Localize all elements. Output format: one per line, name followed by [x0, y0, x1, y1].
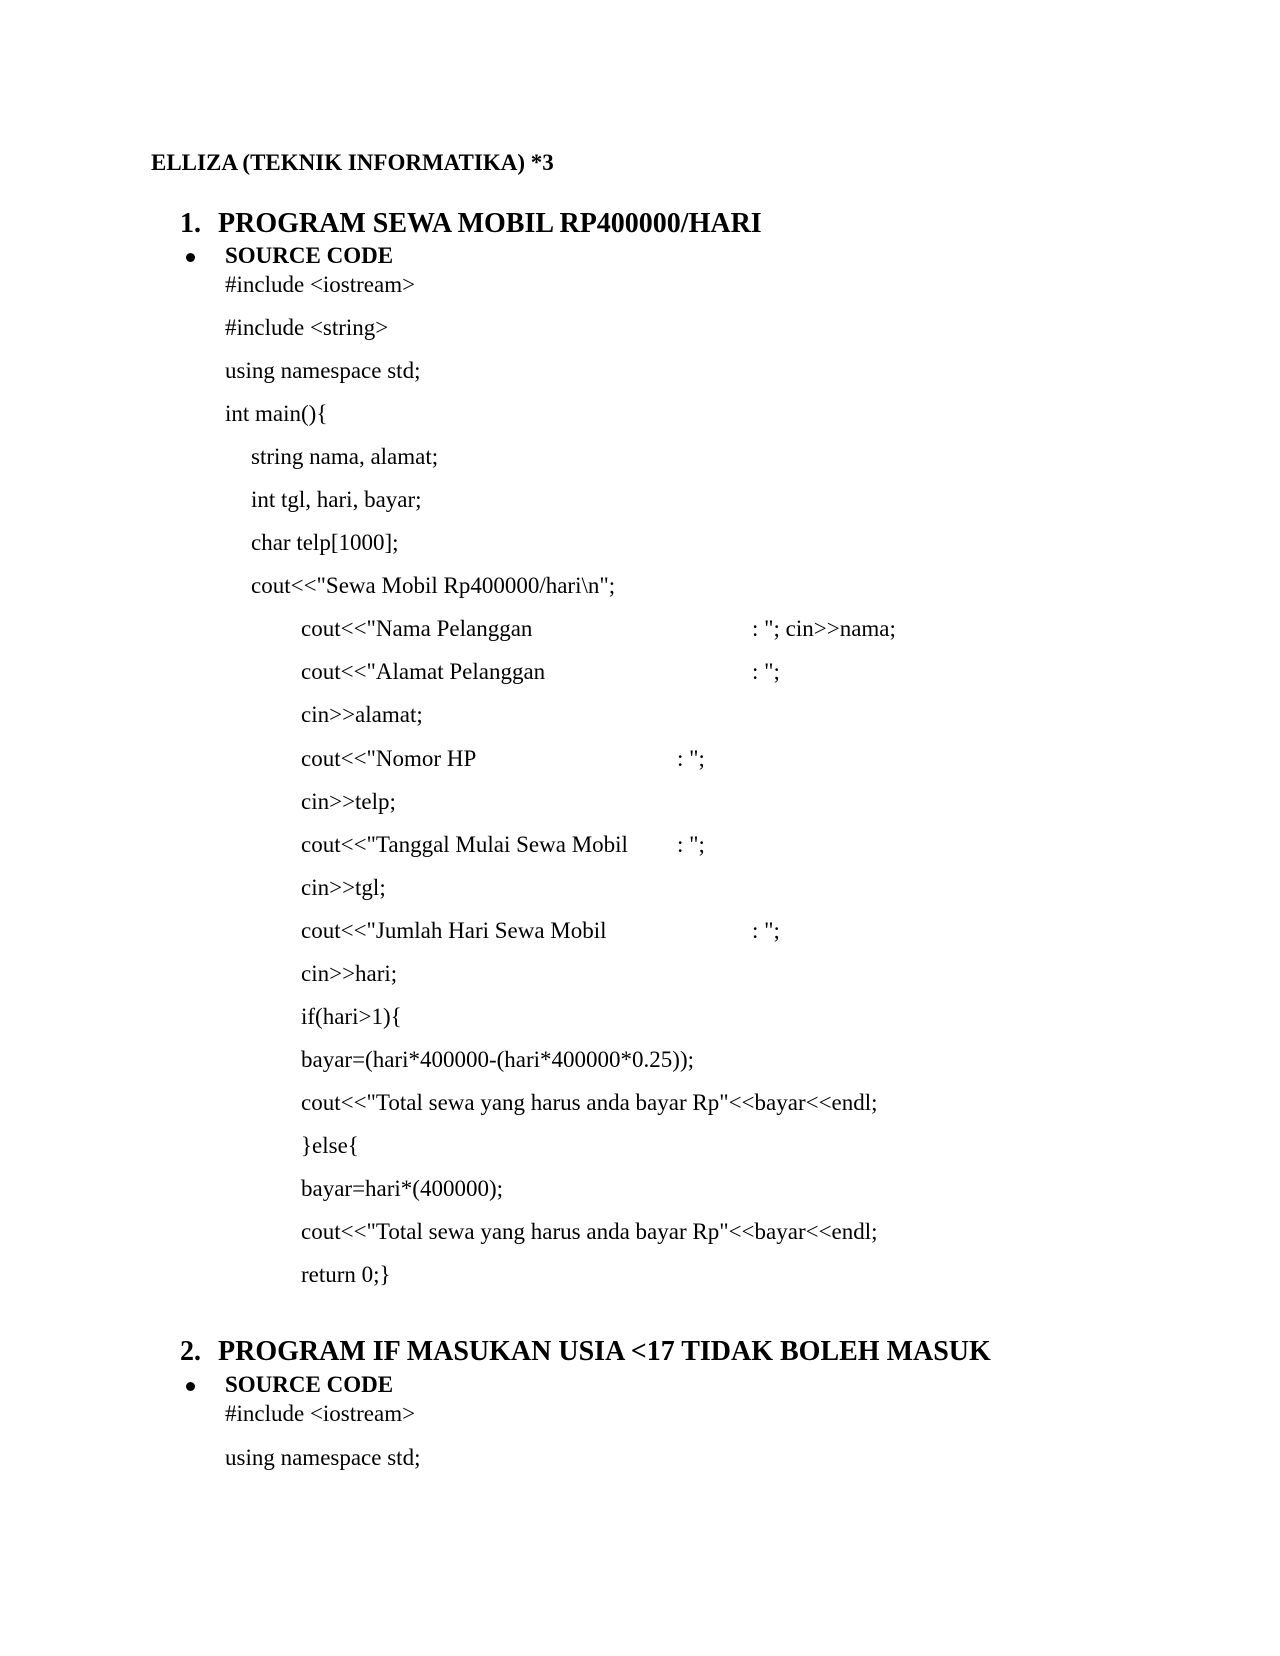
source-code-label: SOURCE CODE	[225, 243, 394, 268]
code-line-text: cout<<"Alamat Pelanggan	[301, 659, 546, 684]
code-line: bayar=hari*(400000);	[301, 1176, 504, 1201]
code-line: #include <string>	[225, 315, 389, 340]
code-line: cin>>tgl;	[301, 875, 386, 900]
code-line-tail: : ";	[752, 659, 780, 684]
code-line	[301, 614, 896, 644]
code-line-tail: : ";	[677, 832, 705, 857]
code-line-tail: : "; cin>>nama;	[752, 616, 896, 641]
code-line: cin>>hari;	[301, 961, 398, 986]
code-line: if(hari>1){	[301, 1004, 402, 1029]
code-line	[301, 744, 705, 774]
bullet-icon	[186, 1382, 195, 1391]
code-line: char telp[1000];	[251, 530, 399, 555]
section-title	[180, 1336, 991, 1368]
code-line: bayar=(hari*400000-(hari*400000*0.25));	[301, 1047, 694, 1072]
code-line-tail: : ";	[677, 746, 705, 771]
code-line: using namespace std;	[225, 1445, 421, 1470]
code-line: }else{	[301, 1133, 359, 1158]
section-title-text: PROGRAM IF MASUKAN USIA <17 TIDAK BOLEH MASUK	[218, 1336, 991, 1367]
section-title-text: PROGRAM SEWA MOBIL RP400000/HARI	[218, 208, 762, 239]
code-line: cout<<"Sewa Mobil Rp400000/hari\n";	[251, 573, 616, 598]
author-heading: ELLIZA (TEKNIK INFORMATIKA) *3	[151, 150, 554, 175]
code-line: string nama, alamat;	[251, 444, 439, 469]
code-line-text: cout<<"Jumlah Hari Sewa Mobil	[301, 918, 607, 943]
code-line	[301, 916, 780, 946]
code-line	[301, 830, 705, 860]
code-line: int main(){	[225, 401, 328, 426]
section-title	[180, 208, 762, 240]
code-line-text: cout<<"Nama Pelanggan	[301, 616, 533, 641]
code-line: return 0;}	[301, 1262, 391, 1287]
code-line: cout<<"Total sewa yang harus anda bayar Rp"<<bayar<<endl;	[301, 1219, 878, 1244]
code-line: using namespace std;	[225, 358, 421, 383]
code-line: cin>>telp;	[301, 789, 396, 814]
code-line: int tgl, hari, bayar;	[251, 487, 422, 512]
source-code-label: SOURCE CODE	[225, 1372, 394, 1397]
section-number: 1.	[180, 208, 201, 239]
code-line: cout<<"Total sewa yang harus anda bayar Rp"<<bayar<<endl;	[301, 1090, 878, 1115]
code-line: cin>>alamat;	[301, 702, 423, 727]
bullet-icon	[186, 253, 195, 262]
code-line-tail: : ";	[752, 918, 780, 943]
code-line-text: cout<<"Tanggal Mulai Sewa Mobil	[301, 832, 628, 857]
code-line: #include <iostream>	[225, 1401, 416, 1426]
code-line: #include <iostream>	[225, 272, 416, 297]
code-line	[301, 657, 780, 687]
code-line-text: cout<<"Nomor HP	[301, 746, 477, 771]
section-number: 2.	[180, 1336, 201, 1367]
